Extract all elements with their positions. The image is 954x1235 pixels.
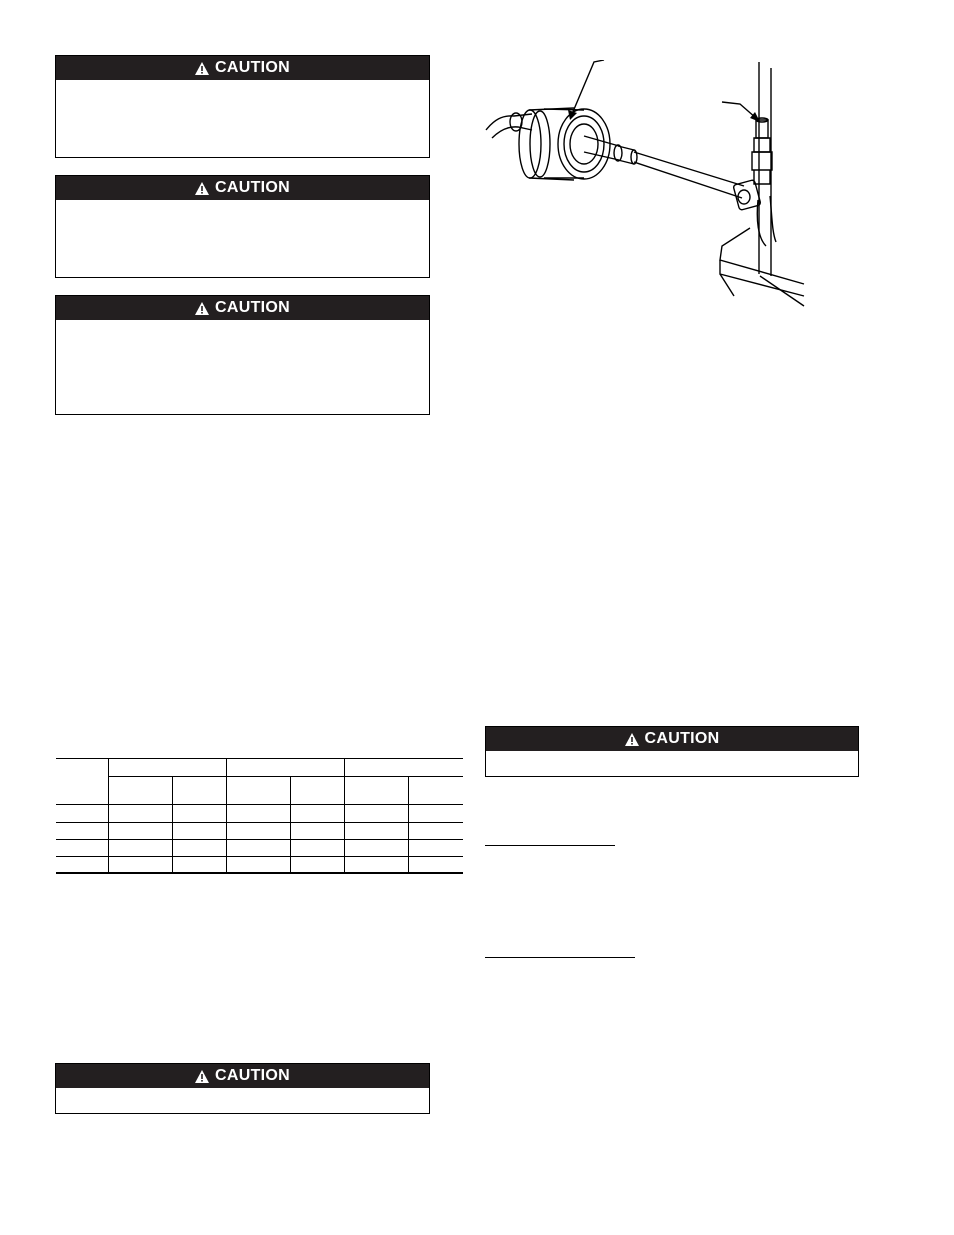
warning-triangle-icon	[195, 62, 209, 75]
caution-box-4	[55, 1063, 430, 1114]
caution-header	[56, 296, 429, 320]
caution-box-2	[55, 175, 430, 278]
table-rule	[108, 776, 463, 777]
table-rule	[226, 758, 227, 874]
warning-triangle-icon	[195, 1070, 209, 1083]
caution-label: CAUTION	[215, 179, 290, 196]
caution-box-3	[55, 295, 430, 415]
warning-triangle-icon	[195, 182, 209, 195]
data-table	[56, 758, 463, 874]
table-rule	[108, 758, 109, 874]
table-rule	[56, 758, 463, 759]
caution-box-1	[55, 55, 430, 158]
warning-triangle-icon	[625, 733, 639, 746]
caution-header	[486, 727, 858, 751]
table-rule	[172, 776, 173, 874]
table-rule	[290, 776, 291, 874]
table-rule	[56, 839, 463, 840]
caution-header	[56, 56, 429, 80]
caution-header	[56, 176, 429, 200]
heading-underline	[485, 957, 635, 958]
warning-triangle-icon	[195, 302, 209, 315]
caution-label: CAUTION	[215, 1067, 290, 1084]
caution-label: CAUTION	[215, 299, 290, 316]
table-rule	[408, 776, 409, 874]
filter-drier-illustration	[484, 60, 814, 320]
caution-label: CAUTION	[644, 730, 720, 747]
caution-box-5	[485, 726, 859, 777]
caution-label: CAUTION	[215, 59, 290, 76]
caution-header	[56, 1064, 429, 1088]
table-rule	[344, 758, 345, 874]
table-rule	[56, 804, 463, 805]
heading-underline	[485, 845, 615, 846]
table-rule	[56, 872, 463, 874]
table-rule	[56, 822, 463, 823]
table-rule	[56, 856, 463, 857]
